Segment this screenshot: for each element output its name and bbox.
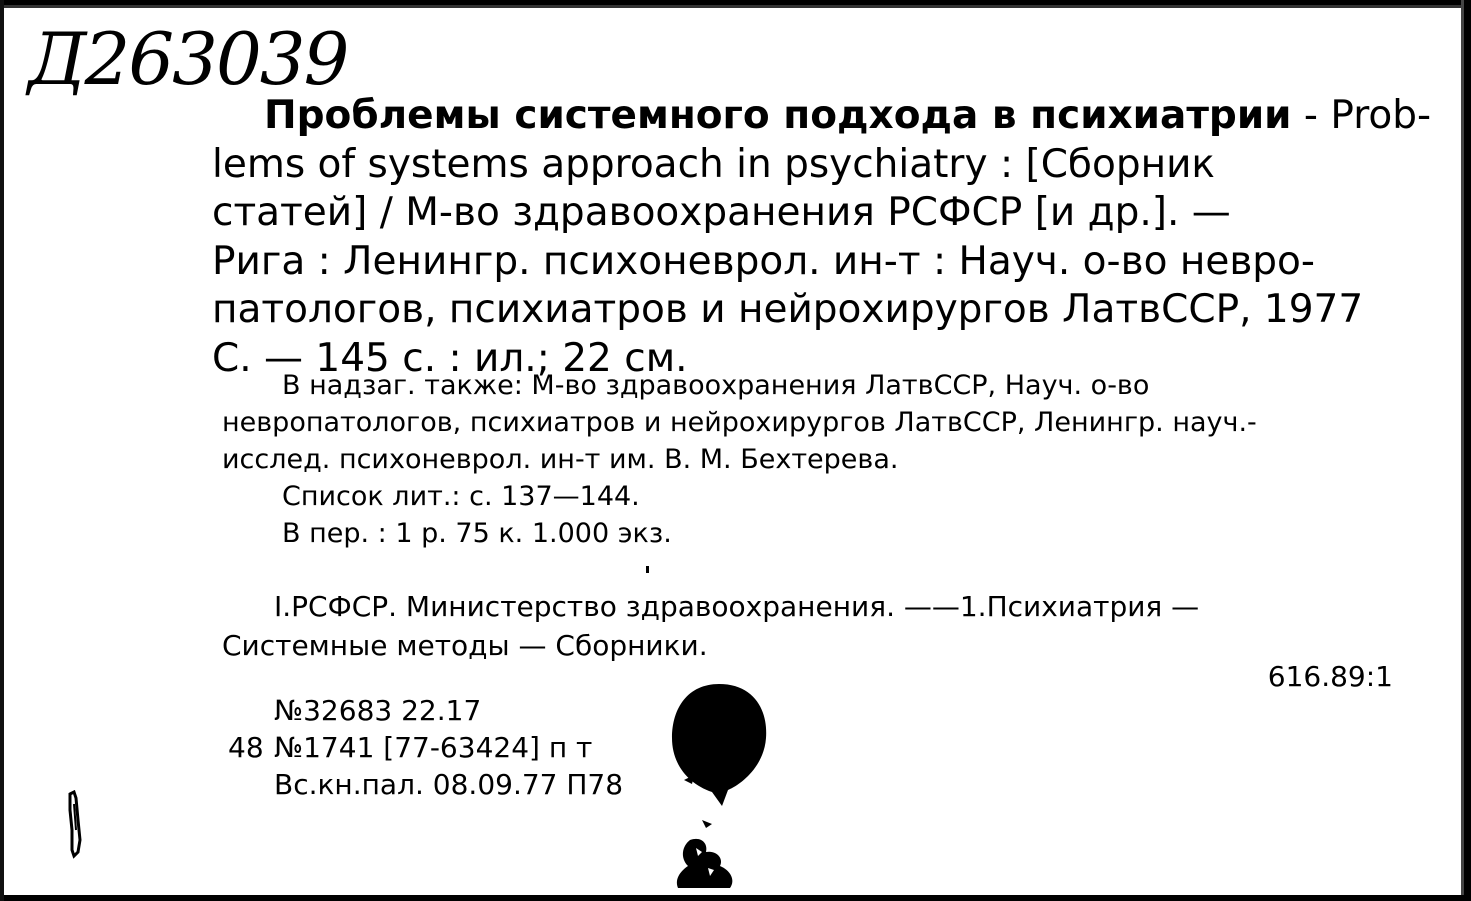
- notes-block: [222, 367, 1397, 552]
- udc-code: 616.89:1: [1267, 660, 1393, 693]
- note-line-price: В пер. : 1 р. 75 к. 1.000 экз.: [282, 518, 672, 549]
- entry-line-2: lems of systems approach in psychiatry : [Сборник: [212, 141, 1215, 187]
- ink-dot: [646, 566, 649, 573]
- title-bold: Проблемы системного подхода в психиатрии: [264, 93, 1292, 138]
- note-line-bibliography: Список лит.: с. 137—144.: [282, 481, 640, 512]
- note-line-1: В надзаг. также: М-во здравоохранения ЛатвССР, Науч. о-во: [282, 370, 1150, 401]
- scan-border-right: [1461, 0, 1471, 901]
- reg-line-1: №32683 22.17: [274, 694, 482, 727]
- bibliographic-entry: [212, 92, 1432, 383]
- registration-block: [228, 692, 623, 803]
- reg-prefix: 48: [228, 731, 264, 764]
- reg-line-3: Вс.кн.пал. 08.09.77 П78: [274, 768, 624, 801]
- entry-line-3: статей] / М-во здравоохранения РСФСР [и др.]. —: [212, 190, 1231, 235]
- title-rest: - Prob-: [1291, 93, 1432, 138]
- subject-line-1: I.РСФСР. Министерство здравоохранения. ——1.Психиатрия —: [274, 590, 1200, 623]
- scan-border-top: [0, 0, 1471, 8]
- reg-line-2: [228, 729, 623, 766]
- subject-line-2: Системные методы — Сборники.: [222, 629, 708, 662]
- margin-pencil-mark: [60, 790, 90, 860]
- reg-line-2-text: №1741 [77-63424] п т: [274, 731, 593, 764]
- note-line-3: исслед. психоневрол. ин-т им. В. М. Бехтерева.: [222, 444, 899, 475]
- note-line-2: невропатологов, психиатров и нейрохирургов ЛатвССР, Ленингр. науч.-: [222, 407, 1257, 438]
- entry-line-5: патологов, психиатров и нейрохирургов ЛатвССР, 1977: [212, 287, 1364, 332]
- handwritten-call-number: Д263039: [28, 17, 348, 101]
- scan-border-left: [0, 0, 4, 901]
- ink-blot-icon: [664, 680, 774, 810]
- entry-line-1: [212, 92, 1432, 141]
- subject-headings: [222, 587, 1397, 665]
- entry-line-6: С. — 145 с. : ил.; 22 см.: [212, 335, 688, 381]
- scan-border-bottom: [0, 895, 1471, 901]
- ink-smudge-icon: [672, 818, 742, 890]
- entry-line-4: Рига : Ленингр. психоневрол. ин-т : Науч. о-во невро-: [212, 238, 1315, 284]
